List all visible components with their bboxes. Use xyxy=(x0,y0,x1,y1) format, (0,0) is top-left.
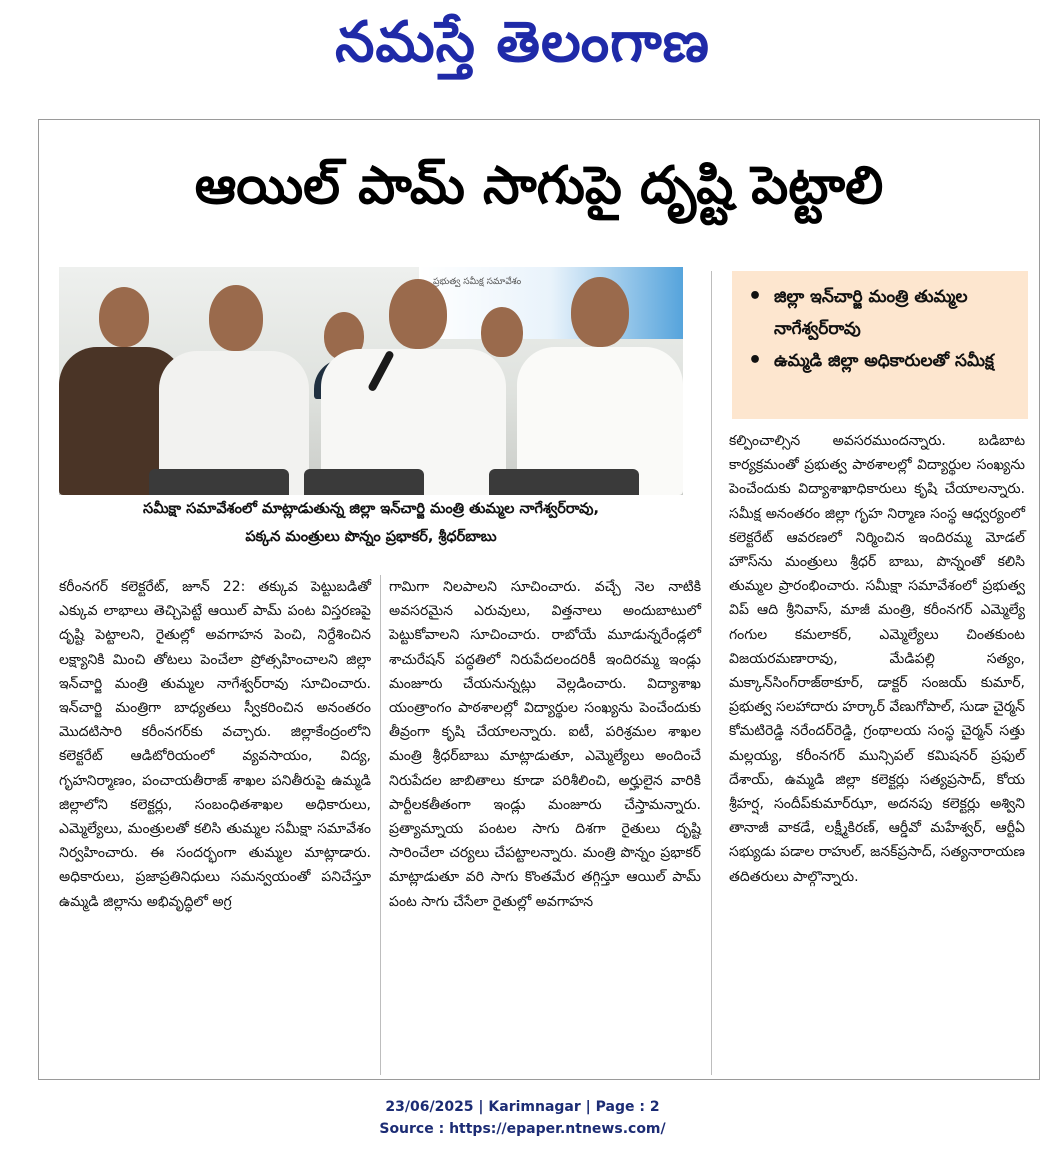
article-headline: ఆయిల్ పామ్ సాగుపై దృష్టి పెట్టాలి xyxy=(194,156,884,216)
banner-text: ప్రభుత్వ సమీక్ష సమావేశం xyxy=(433,277,522,287)
article-text: గామిగా నిలపాలని సూచించారు. వచ్చే నెల నాటికి అవసరమైన ఎరువులు, విత్తనాలు అందుబాటులో పెట్టుకోవాలని సూచించారు. రాబోయే మూడున్నరేండ్లలో శాచురేషన్ పద్ధతిలో నిరుపేదలందరికీ ఇందిరమ్మ ఇండ్లు మంజూరు చేయనున్నట్లు వెల్లడించారు. విద్యాశాఖ యంత్రాంగం పాఠశాలల్లో విద్యార్థుల సంఖ్యను పెంచేందుకు తీవ్రంగా కృషి చేయాలన్నారు. ఐటీ, పరిశ్రమల శాఖల మంత్రి శ్రీధర్‌బాబు మాట్లాడుతూ, ఎమ్మెల్యేలు అందించే నిరుపేదల జాబితాలు కూడా పరిశీలించి, అర్హులైన వారికి పార్టీలకతీతంగా ఇండ్లు మంజూరు చేస్తామన్నారు. ప్రత్యామ్నాయ పంటల సాగు దిశగా రైతులు దృష్టి సారించేలా చర్యలు చేపట్టాలన్నారు. మంత్రి పొన్నం ప్రభాకర్ మాట్లాడుతూ వరి సాగు కొంతమేర తగ్గిస్తూ ఆయిల్ పామ్ పంట సాగు చేసేలా రైతుల్లో అవగాహన xyxy=(389,579,701,910)
chair xyxy=(149,469,289,495)
article-column-3 xyxy=(729,429,1025,889)
news-clipping xyxy=(38,119,1040,1080)
article-text: కరీంనగర్ కలెక్టరేట్, జూన్ 22: తక్కువ పెట్టుబడితో ఎక్కువ లాభాలు తెచ్చిపెట్టే ఆయిల్ పామ్ పంట విస్తరణపై దృష్టి పెట్టాలని, రైతుల్లో అవగాహన పెంచి, నిర్దేశించిన లక్ష్యానికి మించి తోటలు పెంచేలా ప్రోత్సహించాలని జిల్లా ఇన్‌చార్జి మంత్రి తుమ్మల నాగేశ్వర్‌రావు సూచించారు. ఇన్‌చార్జి మంత్రిగా బాధ్యతలు స్వీకరించిన అనంతరం మొదటిసారి కరీంనగర్‌కు వచ్చారు. జిల్లాకేంద్రంలోని కలెక్టరేట్ ఆడిటోరియంలో వ్యవసాయం, విద్య, గృహనిర్మాణం, పంచాయతీరాజ్ శాఖల పనితీరుపై ఉమ్మడి జిల్లాలోని కలెక్టర్లు, సంబంధితశాఖల అధికారులు, ఎమ్మెల్యేలు, మంత్రులతో కలిసి తుమ్మల సమీక్షా సమావేశం నిర్వహించారు. ఈ సందర్భంగా తుమ్మల మాట్లాడారు. అధికారులు, ప్రజాప్రతినిధులు సమన్వయంతో పనిచేస్తూ ఉమ్మడి జిల్లాను అభివృద్ధిలో అగ్ర xyxy=(59,579,371,910)
caption-line: సమీక్షా సమావేశంలో మాట్లాడుతున్న జిల్లా ఇన్‌చార్జి మంత్రి తుమ్మల నాగేశ్వర్‌రావు, xyxy=(143,501,599,517)
caption-line: పక్కన మంత్రులు పొన్నం ప్రభాకర్, శ్రీధర్‌బాబు xyxy=(245,529,497,545)
highlight-text: ఉమ్మడి జిల్లా అధికారులతో సమీక్ష xyxy=(774,351,994,371)
chair xyxy=(489,469,639,495)
article-column-1 xyxy=(59,575,371,914)
person-right xyxy=(59,267,683,495)
source-url[interactable]: Source : https://epaper.ntnews.com/ xyxy=(379,1121,666,1137)
chair xyxy=(304,469,424,495)
page-footer xyxy=(0,1096,1045,1140)
news-photo xyxy=(59,267,683,495)
column-divider xyxy=(380,575,381,1075)
article-column-2 xyxy=(389,575,701,914)
newspaper-masthead: నమస్తే తెలంగాణ xyxy=(335,10,710,75)
highlights-box xyxy=(732,271,1028,419)
highlight-item xyxy=(746,281,1016,345)
bullet-icon: • xyxy=(748,348,763,373)
column-divider xyxy=(711,271,712,1075)
article-text: కల్పించాల్సిన అవసరముందన్నారు. బడిబాట కార్యక్రమంతో ప్రభుత్వ పాఠశాలల్లో విద్యార్థుల సంఖ్యను పెంచేందుకు విద్యాశాఖాధికారులు కృషి చేయాలన్నారు. సమీక్ష అనంతరం జిల్లా గృహ నిర్మాణ సంస్థ ఆధ్వర్యంలో కలెక్టరేట్ ఆవరణలో నిర్మించిన ఇందిరమ్మ మోడల్ హౌస్‌ను మంత్రులు శ్రీధర్ బాబు, పొన్నంతో కలిసి తుమ్మల ప్రారంభించారు. సమీక్షా సమావేశంలో ప్రభుత్వ విప్ ఆది శ్రీనివాస్, మాజీ మంత్రి, కరీంనగర్ ఎమ్మెల్యే గంగుల కమలాకర్, ఎమ్మెల్యేలు చింతకుంట విజయరమణారావు, మేడిపల్లి సత్యం, మక్కాన్‌సింగ్‌రాజ్‌ఠాకూర్, డాక్టర్ సంజయ్ కుమార్, ప్రభుత్వ సలహాదారు హర్కార్ వేణుగోపాల్, సుడా చైర్మన్ కోమటిరెడ్డి నరేందర్‌రెడ్డి, గ్రంథాలయ సంస్థ చైర్మన్ సత్తు మల్లయ్య, కరీంనగర్ మున్సిపల్ కమిషనర్ ప్రఫుల్ దేశాయ్, ఉమ్మడి జిల్లా కలెక్టర్లు సత్యప్రసాద్, కోయ శ్రీహర్ష, సందీప్‌కుమార్‌ఝా, అదనపు కలెక్టర్లు అశ్విని తానాజీ వాకడే, లక్ష్మీకిరణ్, ఆర్డీవో మహేశ్వర్, ఆర్టీఏ సభ్యుడు పడాల రాహుల్, జనక్‌ప్రసాద్, సత్యనారాయణ తదితరులు పాల్గొన్నారు. xyxy=(729,433,1025,885)
bullet-icon: • xyxy=(748,284,763,309)
edition-info: 23/06/2025 | Karimnagar | Page : 2 xyxy=(385,1099,660,1115)
highlight-text: జిల్లా ఇన్‌చార్జి మంత్రి తుమ్మల నాగేశ్వర్‌రావు xyxy=(774,287,968,339)
photo-caption xyxy=(59,495,683,559)
highlight-item xyxy=(746,345,1016,377)
